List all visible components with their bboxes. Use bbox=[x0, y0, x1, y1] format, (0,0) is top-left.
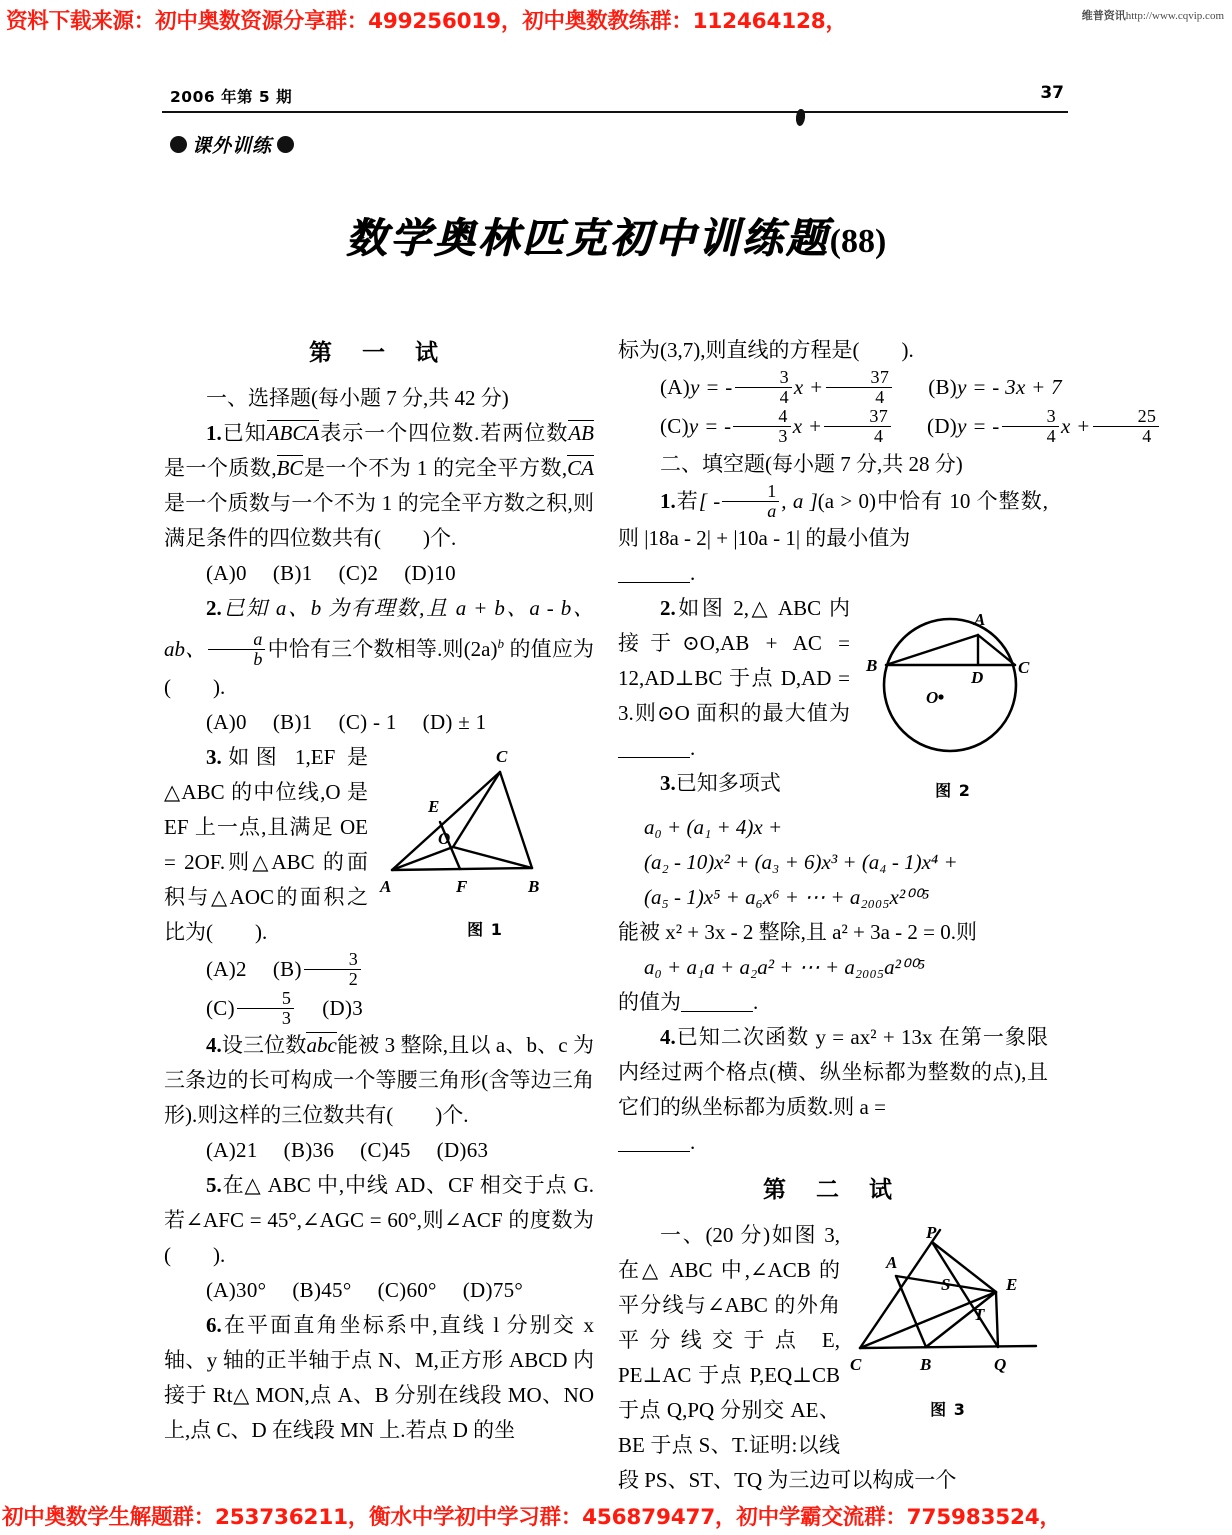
fill-question-4-text: 已知二次函数 y = ax² + 13x 在第一象限内经过两个格点(横、纵坐标都为整数的点),且它们的纵坐标都为质数.则 a = bbox=[618, 1024, 1048, 1119]
question-6-option-c-label: (C) bbox=[660, 414, 689, 439]
question-6-option-d-expr-2: x + bbox=[1060, 414, 1091, 439]
question-2-fraction-a-over-b bbox=[208, 630, 265, 669]
question-1-text-c: 是一个质数, bbox=[164, 456, 277, 480]
question-6-option-d-label: (D) bbox=[927, 414, 958, 439]
figure-3-caption: 图 3 bbox=[930, 1399, 966, 1419]
question-6-option-d-f2-numerator: 25 bbox=[1137, 406, 1157, 427]
fill-question-3-blank[interactable] bbox=[681, 1011, 753, 1012]
fill-question-3-answer-line bbox=[618, 985, 1048, 1020]
question-6-option-c-f1-numerator: 4 bbox=[778, 406, 788, 427]
question-6-number: 6. bbox=[206, 1313, 222, 1338]
question-3-option-c-denominator: 3 bbox=[237, 1008, 294, 1028]
figure-1-label-A: A bbox=[380, 876, 392, 896]
question-6-option-c-expr-2: x + bbox=[792, 414, 823, 439]
fill-question-3-polynomial-line-2: (a₂ - 10)x² + (a₃ + 6)x³ + (a₄ - 1)x⁴ + bbox=[644, 849, 958, 874]
question-5-options bbox=[164, 1273, 594, 1308]
figure-2-caption: 图 2 bbox=[935, 780, 971, 800]
question-2-exponent: b bbox=[497, 636, 505, 651]
cqvip-watermark bbox=[1082, 7, 1224, 23]
figure-3-label-B: B bbox=[920, 1354, 932, 1374]
question-4-option-b: (B)36 bbox=[283, 1138, 335, 1163]
question-5-option-a: (A)30° bbox=[206, 1278, 267, 1303]
fill-question-1-fraction-denominator: a bbox=[722, 501, 779, 521]
page-title-cn: 数学奥林匹克初中训练题 bbox=[345, 214, 830, 262]
question-2-option-b: (B)1 bbox=[272, 709, 313, 734]
part-one-heading: 一、选择题(每小题 7 分,共 42 分) bbox=[206, 386, 509, 410]
question-6-option-a-fraction-2 bbox=[826, 368, 893, 407]
question-3-text: 如图 1,EF 是△ABC 的中位线,O 是 EF 上一点,且满足 OE = 2OF.则△ABC 的面积与△AOC的面积之比为( ). bbox=[164, 744, 368, 944]
question-6-options-row-1 bbox=[618, 367, 1062, 408]
fill-question-1-tail: . bbox=[690, 560, 696, 585]
question-5-text: 在△ ABC 中,中线 AD、CF 相交于点 G.若∠AFC = 45°,∠AGC = 60°,则∠ACF 的度数为( ). bbox=[164, 1173, 594, 1268]
fill-question-4-blank[interactable] bbox=[618, 1151, 690, 1152]
subhead-test-two: 第 二 试 bbox=[762, 1176, 903, 1203]
question-1-number: 1. bbox=[206, 421, 222, 445]
figure-3-label-T: T bbox=[974, 1304, 985, 1324]
question-2-text-d: 的值应为( ). bbox=[164, 637, 595, 699]
figure-2-label-O: O bbox=[926, 687, 939, 707]
part-two-question-1-score: (20 分) bbox=[705, 1222, 771, 1247]
question-6-option-a-expr-1: y = - bbox=[690, 374, 733, 399]
question-3-option-b-numerator: 3 bbox=[348, 948, 359, 969]
cqvip-watermark-url: http://www.cqvip.com bbox=[1125, 10, 1224, 22]
page-title bbox=[160, 205, 1072, 264]
question-1-text-d: 是一个不为 1 的完全平方数, bbox=[303, 456, 568, 480]
fill-question-2-blank[interactable] bbox=[618, 757, 690, 758]
question-4-option-d: (D)63 bbox=[436, 1138, 489, 1163]
section-marker bbox=[170, 131, 294, 158]
question-3-options-row-1 bbox=[164, 950, 594, 989]
fill-question-1-answer-line bbox=[618, 556, 1048, 591]
question-1-option-b: (B)1 bbox=[272, 561, 313, 585]
figure-3 bbox=[848, 1220, 1048, 1427]
fill-question-1-text-c: (a > 0)中恰有 10 个整数,则 |18a - 2| + |10a - 1| 的最小值为 bbox=[618, 488, 1048, 550]
fill-question-3-text-b: 能被 x² + 3x - 2 整除,且 a² + 3a - 2 = 0.则 bbox=[618, 919, 977, 944]
question-6-option-d-fraction-2 bbox=[1093, 407, 1160, 446]
question-2 bbox=[164, 591, 594, 705]
question-2-number: 2. bbox=[206, 596, 222, 620]
question-3-option-c-fraction bbox=[237, 989, 294, 1028]
question-6-option-d-f1-numerator: 3 bbox=[1046, 406, 1056, 427]
figure-3-label-C: C bbox=[850, 1354, 862, 1374]
cqvip-watermark-cn: 维普资讯 bbox=[1081, 9, 1126, 22]
figure-2-drawing bbox=[858, 593, 1048, 771]
question-6-text: 在平面直角坐标系中,直线 l 分别交 x 轴、y 轴的正半轴于点 N、M,正方形 ABCD 内接于 Rt△ MON,点 A、B 分别在线段 MO、NO 上,点 C、D 在线段 MN 上.若点 D 的坐 bbox=[164, 1313, 594, 1443]
question-2-options bbox=[164, 705, 594, 740]
fill-question-3-expression: a₀ + a₁a + a₂a² + ⋯ + a₂₀₀₅a²⁰⁰⁵ bbox=[644, 954, 926, 979]
fill-question-1-bracket-open: [ - bbox=[698, 488, 721, 513]
fill-question-4 bbox=[618, 1020, 1048, 1125]
figure-2-label-D: D bbox=[971, 667, 984, 687]
page-number: 37 bbox=[1040, 83, 1064, 103]
figure-1-label-E: E bbox=[428, 796, 440, 816]
fill-question-3-text-a: 已知多项式 bbox=[675, 770, 781, 795]
fill-question-1-blank[interactable] bbox=[618, 582, 690, 583]
fill-question-1-text-a: 若 bbox=[675, 488, 699, 513]
figure-2 bbox=[858, 593, 1048, 808]
question-6-option-c-f2-denominator: 4 bbox=[824, 426, 891, 446]
question-6-option-c-f1-denominator: 3 bbox=[733, 426, 790, 446]
figure-3-label-P: P bbox=[926, 1222, 937, 1242]
question-6-option-b-label: (B) bbox=[928, 374, 958, 399]
question-3-option-c-label: (C) bbox=[206, 995, 235, 1020]
question-1-option-a: (A)0 bbox=[206, 561, 247, 585]
figure-3-label-Q: Q bbox=[994, 1354, 1007, 1374]
question-4-number: 4. bbox=[206, 1033, 222, 1058]
figure-1-drawing bbox=[376, 742, 594, 910]
question-6-option-a-f1-numerator: 3 bbox=[779, 367, 789, 387]
question-6-option-d-f2-denominator: 4 bbox=[1093, 426, 1160, 446]
bullet-left-icon bbox=[170, 136, 187, 153]
top-advertisement-banner: 资料下载来源：初中奥数资源分享群：499256019，初中奥数教练群：112464128， bbox=[6, 9, 847, 34]
question-5-option-d: (D)75° bbox=[462, 1278, 524, 1303]
question-6-option-b-expr: y = - 3x + 7 bbox=[957, 374, 1062, 399]
question-6-option-a-fraction-1 bbox=[735, 368, 792, 407]
question-1-overline-abca: ABCA bbox=[266, 421, 320, 445]
figure-1-label-B: B bbox=[528, 876, 540, 896]
header-rule-divider bbox=[162, 111, 1068, 113]
fill-question-4-tail: . bbox=[690, 1129, 696, 1154]
question-6-option-a-f2-numerator: 37 bbox=[870, 367, 890, 387]
question-3-option-b-fraction bbox=[304, 950, 361, 989]
question-4-text-a: 设三位数 bbox=[221, 1033, 307, 1058]
fill-question-3-number: 3. bbox=[660, 770, 676, 795]
figure-2-label-C: C bbox=[1018, 657, 1030, 677]
question-2-option-a: (A)0 bbox=[206, 709, 247, 734]
question-3-option-b-denominator: 2 bbox=[304, 969, 361, 989]
fill-question-4-answer-line bbox=[618, 1125, 1048, 1160]
fill-question-2-text: 如图 2,△ ABC 内接于⊙O,AB + AC = 12,AD⊥BC 于点 D,AD = 3.则⊙O 面积的最大值为 bbox=[618, 595, 850, 725]
question-6-option-c-fraction-2 bbox=[824, 407, 891, 446]
bottom-advertisement-banner: 初中奥数学生解题群：253736211，衡水中学初中学习群：456879477，初中学霸交流群：775983524， bbox=[2, 1505, 1061, 1530]
question-6-option-a-expr-2: x + bbox=[793, 374, 824, 399]
subhead-test-one: 第 一 试 bbox=[308, 340, 449, 366]
figure-3-drawing bbox=[848, 1220, 1048, 1390]
figure-1-label-C: C bbox=[496, 746, 508, 766]
left-column bbox=[164, 333, 594, 1448]
question-3-option-b-label: (B) bbox=[272, 956, 302, 981]
page-title-number: (88) bbox=[829, 223, 887, 260]
question-1-option-d: (D)10 bbox=[404, 561, 456, 585]
question-3-option-d: (D)3 bbox=[322, 995, 364, 1020]
question-1-options bbox=[164, 556, 594, 591]
question-1-overline-bc: BC bbox=[276, 456, 304, 480]
fill-question-1-fraction bbox=[722, 482, 779, 521]
figure-2-label-A: A bbox=[974, 609, 986, 629]
fill-question-3-polynomial-line-3: (a₅ - 1)x⁵ + a₆x⁶ + ⋯ + a₂₀₀₅x²⁰⁰⁵ bbox=[644, 884, 930, 909]
question-4-options bbox=[164, 1133, 594, 1168]
question-4-option-a: (A)21 bbox=[206, 1138, 258, 1163]
question-1-text-b: 表示一个四位数.若两位数 bbox=[319, 421, 569, 445]
figure-1-caption: 图 1 bbox=[467, 919, 503, 939]
question-2-option-d: (D) ± 1 bbox=[422, 709, 487, 734]
question-1-overline-ca: CA bbox=[567, 456, 595, 480]
fill-question-3-polynomial-line-1: a₀ + (a₁ + 4)x + bbox=[644, 814, 783, 839]
fill-question-1-text-b: , a ] bbox=[781, 488, 818, 513]
figure-3-label-S: S bbox=[941, 1274, 951, 1294]
question-2-text-b: ab、 bbox=[164, 637, 207, 661]
question-3-options-row-2 bbox=[164, 989, 594, 1028]
question-2-fraction-numerator: a bbox=[253, 629, 263, 650]
part-two-question-1-number: 一、 bbox=[660, 1222, 706, 1247]
question-3-option-a: (A)2 bbox=[206, 956, 247, 981]
question-6-options-row-2 bbox=[618, 406, 1157, 447]
question-6-option-d-f1-denominator: 4 bbox=[1002, 426, 1059, 446]
question-3-option-c-numerator: 5 bbox=[281, 987, 292, 1008]
right-column bbox=[618, 333, 1157, 1498]
question-4 bbox=[164, 1028, 594, 1133]
question-1-overline-ab: AB bbox=[568, 421, 595, 445]
section-marker-label: 课外训练 bbox=[192, 135, 273, 157]
question-6-option-a-label: (A) bbox=[660, 374, 691, 399]
fill-question-2-tail: . bbox=[690, 735, 696, 760]
question-5 bbox=[164, 1168, 594, 1273]
question-6-continued: 标为(3,7),则直线的方程是( ). bbox=[618, 338, 914, 362]
question-2-text-a: 已知 a、b 为有理数,且 a + b、a - b、 bbox=[221, 596, 594, 620]
part-two-heading: 二、填空题(每小题 7 分,共 28 分) bbox=[660, 451, 963, 476]
figure-3-label-E: E bbox=[1006, 1274, 1018, 1294]
question-2-fraction-denominator: b bbox=[208, 649, 265, 669]
fill-question-3-tail: . bbox=[753, 989, 759, 1014]
question-6-option-c-expr-1: y = - bbox=[688, 414, 732, 439]
question-6-option-d-fraction-1 bbox=[1002, 407, 1059, 446]
figure-3-label-A: A bbox=[886, 1252, 898, 1272]
question-1 bbox=[164, 416, 594, 556]
question-6-option-a-f1-denominator: 4 bbox=[735, 387, 792, 407]
fill-question-2-number: 2. bbox=[660, 595, 676, 620]
question-6-option-c-fraction-1 bbox=[733, 407, 790, 446]
question-5-number: 5. bbox=[206, 1173, 222, 1198]
figure-2-label-B: B bbox=[866, 655, 878, 675]
fill-question-1 bbox=[618, 482, 1048, 556]
fill-question-1-fraction-numerator: 1 bbox=[767, 480, 777, 501]
question-2-text-c: 中恰有三个数相等.则(2a) bbox=[267, 637, 498, 661]
figure-1-label-F: F bbox=[456, 876, 468, 896]
question-2-option-c: (C) - 1 bbox=[338, 709, 397, 734]
question-5-option-c: (C)60° bbox=[377, 1278, 437, 1303]
question-1-text-e: 是一个质数与一个不为 1 的完全平方数之积,则满足条件的四位数共有( )个. bbox=[164, 491, 594, 550]
question-6 bbox=[164, 1308, 594, 1448]
question-4-option-c: (C)45 bbox=[360, 1138, 411, 1163]
scan-artifact-speck bbox=[795, 109, 806, 127]
question-4-overline-abc: abc bbox=[306, 1033, 337, 1058]
fill-question-3-text-c: 的值为 bbox=[618, 989, 681, 1014]
figure-2-center-dot bbox=[938, 694, 943, 699]
question-6-option-c-f2-numerator: 37 bbox=[869, 406, 889, 427]
running-head bbox=[160, 85, 1072, 113]
question-6-option-a-f2-denominator: 4 bbox=[826, 387, 893, 407]
fill-question-4-number: 4. bbox=[660, 1024, 676, 1049]
question-5-option-b: (B)45° bbox=[292, 1278, 352, 1303]
bullet-right-icon bbox=[277, 136, 294, 153]
question-4-text-b: 能被 3 整除,且以 a、b、c 为三条边的长可构成一个等腰三角形(含等边三角形).则这样的三位数共有( )个. bbox=[164, 1033, 594, 1128]
question-3-number: 3. bbox=[206, 744, 222, 769]
figure-1-label-O: O bbox=[438, 828, 451, 848]
question-6-option-d-expr-1: y = - bbox=[957, 414, 1000, 439]
part-two-question-1-text: 如图 3,在△ ABC 中,∠ACB 的平分线与∠ABC 的外角平分线交于点 E, PE⊥AC 于点 P,EQ⊥CB 于点 Q,PQ 分别交 AE、BE 于点 S、T.证明:以线段 PS、ST、TQ 为三边可以构成一个 bbox=[618, 1222, 957, 1492]
question-1-option-c: (C)2 bbox=[338, 561, 379, 585]
issue-label: 2006 年第 5 期 bbox=[170, 88, 293, 106]
question-1-text-a: 已知 bbox=[221, 421, 267, 445]
figure-1 bbox=[376, 742, 594, 947]
page-sheet bbox=[160, 83, 1157, 1492]
fill-question-1-number: 1. bbox=[660, 488, 676, 513]
